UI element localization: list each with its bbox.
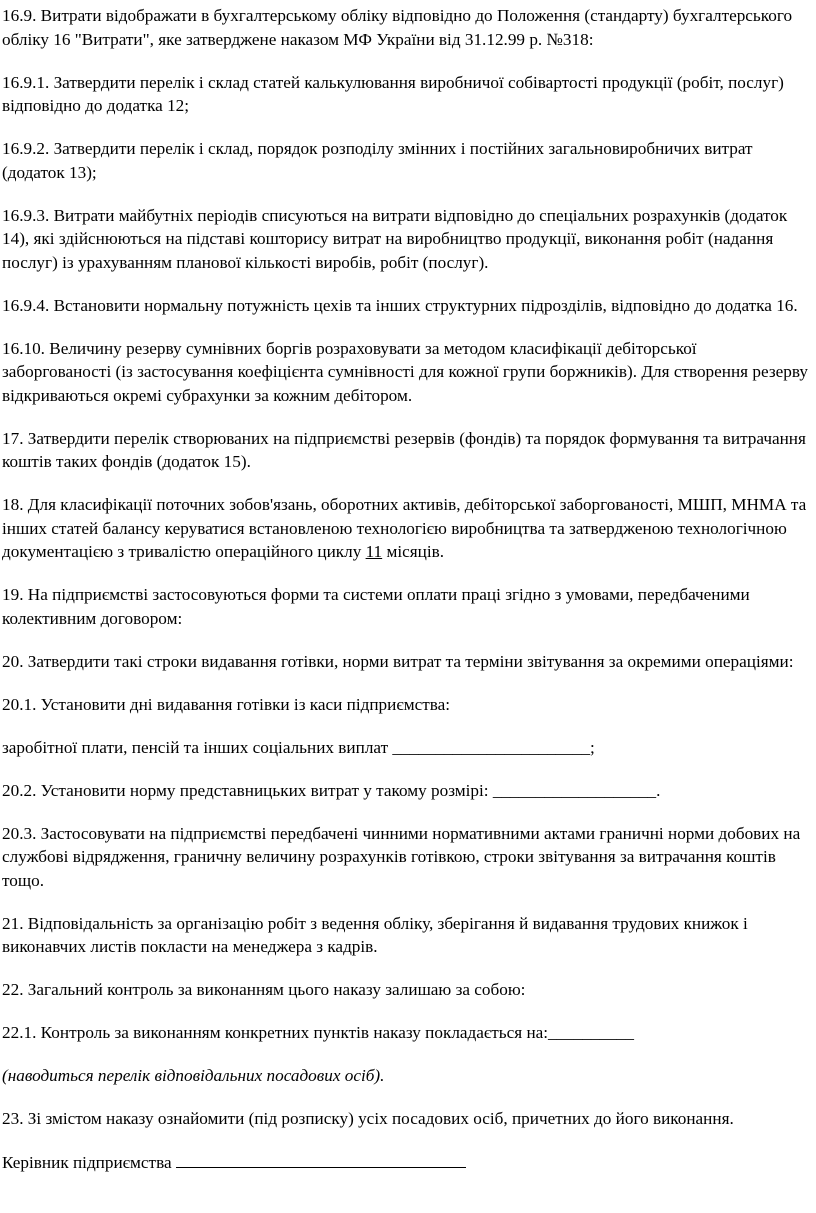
paragraph-20-1: 20.1. Установити дні видавання готівки із каси підприємства:: [2, 694, 451, 714]
paragraph-22-1: 22.1. Контроль за виконанням конкретних пунктів наказу покладається на:__________: [2, 1023, 634, 1042]
paragraph-18: [2, 493, 810, 564]
paragraph-20: 20. Затвердити такі строки видавання готівки, норми витрат та терміни звітування за окремими операціями:: [2, 651, 794, 671]
paragraph-16-9-4: 16.9.4. Встановити нормальну потужність цехів та інших структурних підрозділів, відповідно до додатка 16.: [2, 295, 798, 315]
responsible-persons-note: (наводиться перелік відповідальних посадових осіб).: [2, 1066, 385, 1085]
paragraph-16-10: 16.10. Величину резерву сумнівних боргів розраховувати за методом класифікації дебіторської заборгованості (із застосування коефіцієнта сумнівності для кожної групи боржників). Для створення резерву відкриваються окремі субрахунки за кожним дебітором.: [2, 338, 808, 405]
paragraph-20-2: 20.2. Установити норму представницьких витрат у такому розмірі: ___________________.: [2, 780, 661, 800]
paragraph-17: 17. Затвердити перелік створюваних на підприємстві резервів (фондів) та порядок формування та витрачання коштів таких фондів (додаток 15).: [2, 428, 806, 471]
paragraph-22: 22. Загальний контроль за виконанням цього наказу залишаю за собою:: [2, 980, 526, 999]
cash-payout-days-line: заробітної плати, пенсій та інших соціальних виплат _______________________;: [2, 737, 595, 757]
paragraph-16-9-2: 16.9.2. Затвердити перелік і склад, порядок розподілу змінних і постійних загальновиробничих витрат (додаток 13);: [2, 139, 753, 182]
signature-block: [2, 1150, 810, 1175]
paragraph-18-suffix: місяців.: [382, 542, 445, 561]
operating-cycle-value: 11: [365, 542, 383, 561]
signature-line: [176, 1150, 466, 1168]
director-label: Керівник підприємства: [2, 1153, 172, 1172]
paragraph-18-text: 18. Для класифікації поточних зобов'язань, оборотних активів, дебіторської заборгованості, МШП, МНМА та інших статей балансу керуватися встановленою технологією виробництва та затвердженою технологічною документацією з тривалістю операційного циклу: [2, 495, 807, 561]
paragraph-21: 21. Відповідальність за організацію робіт з ведення обліку, зберігання й видавання трудових книжок і виконавчих листів покласти на менеджера з кадрів.: [2, 913, 748, 956]
paragraph-16-9-1: 16.9.1. Затвердити перелік і склад статей калькулювання виробничої собівартості продукції (робіт, послуг) відповідно до додатка 12;: [2, 72, 784, 115]
paragraph-19: 19. На підприємстві застосовуються форми та системи оплати праці згідно з умовами, передбаченими колективним договором:: [2, 585, 750, 628]
paragraph-23: 23. Зі змістом наказу ознайомити (під розписку) усіх посадових осіб, причетних до його виконання.: [2, 1109, 734, 1128]
paragraph-20-3: 20.3. Застосовувати на підприємстві передбачені чинними нормативними актами граничні норми добових на службові відрядження, граничну величину розрахунків готівкою, строки звітування за витрачання коштів тощо.: [2, 823, 801, 890]
paragraph-16-9: 16.9. Витрати відображати в бухгалтерському обліку відповідно до Положення (стандарту) бухгалтерського обліку 16 "Витрати", яке затверджене наказом МФ України від 31.12.99 р. №318:: [2, 6, 793, 49]
paragraph-16-9-3: 16.9.3. Витрати майбутніх періодів списуються на витрати відповідно до спеціальних розрахунків (додаток 14), які здійснюються на підставі кошторису витрат на виробництво продукції, виконання робіт (надання послуг) із урахуванням планової кількості виробів, робіт (послуг).: [2, 205, 788, 272]
